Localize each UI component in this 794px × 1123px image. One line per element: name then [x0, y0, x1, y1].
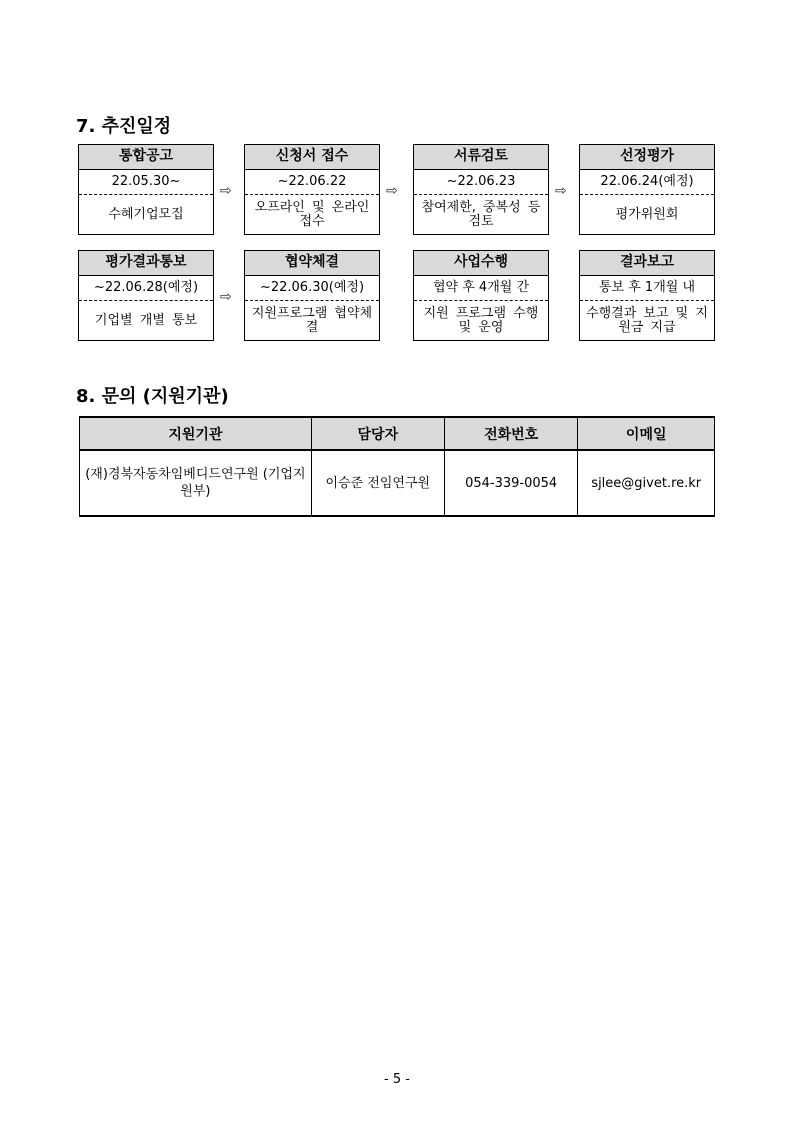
schedule-box-announcement: [78, 144, 214, 235]
schedule-step-desc: 평가위원회: [615, 207, 679, 222]
schedule-step-desc: 수혜기업모집: [108, 207, 184, 222]
schedule-box-execution: [413, 250, 549, 341]
section-7-title: 7. 추진일정: [76, 116, 172, 137]
arrow-right-icon: ⇨: [386, 183, 398, 199]
schedule-step-date: ~22.06.22: [245, 170, 379, 195]
contact-table: [79, 416, 715, 517]
phone-cell: 054-339-0054: [444, 450, 578, 516]
schedule-step-name: 통합공고: [79, 145, 213, 170]
arrow-right-icon: ⇨: [220, 183, 232, 199]
column-header: 담당자: [311, 417, 444, 450]
schedule-step-name: 사업수행: [414, 251, 548, 276]
schedule-step-desc: 수행결과 보고 및 지원금 지급: [586, 306, 708, 335]
schedule-step-name: 협약체결: [245, 251, 379, 276]
column-header: 전화번호: [444, 417, 578, 450]
schedule-step-name: 서류검토: [414, 145, 548, 170]
schedule-step-date: ~22.06.30(예정): [245, 276, 379, 301]
arrow-right-icon: ⇨: [555, 183, 567, 199]
column-header: 지원기관: [80, 417, 312, 450]
arrow-right-icon: ⇨: [220, 289, 232, 305]
schedule-step-name: 평가결과통보: [79, 251, 213, 276]
schedule-step-date: ~22.06.28(예정): [79, 276, 213, 301]
schedule-box-document-review: [413, 144, 549, 235]
schedule-step-name: 선정평가: [580, 145, 714, 170]
schedule-step-desc: 기업별 개별 통보: [94, 313, 198, 328]
schedule-step-desc: 오프라인 및 온라인 접수: [254, 200, 370, 229]
schedule-step-desc: 지원프로그램 협약체결: [251, 306, 373, 335]
schedule-step-date: ~22.06.23: [414, 170, 548, 195]
schedule-step-date: 협약 후 4개월 간: [414, 276, 548, 301]
section-8-title: 8. 문의 (지원기관): [76, 386, 229, 407]
schedule-step-desc: 지원 프로그램 수행 및 운영: [423, 306, 539, 335]
schedule-box-agreement: [244, 250, 380, 341]
schedule-step-date: 통보 후 1개월 내: [580, 276, 714, 301]
schedule-box-final-report: [579, 250, 715, 341]
page-number: - 5 -: [384, 1072, 410, 1087]
table-header-row: [80, 417, 715, 450]
person-cell: 이승준 전임연구원: [311, 450, 444, 516]
column-header: 이메일: [578, 417, 715, 450]
schedule-step-name: 신청서 접수: [245, 145, 379, 170]
schedule-box-application: [244, 144, 380, 235]
schedule-step-date: 22.06.24(예정): [580, 170, 714, 195]
schedule-step-date: 22.05.30~: [79, 170, 213, 195]
schedule-box-result-notice: [78, 250, 214, 341]
schedule-step-name: 결과보고: [580, 251, 714, 276]
table-row: [80, 450, 715, 516]
email-cell[interactable]: sjlee@givet.re.kr: [578, 450, 715, 516]
schedule-step-desc: 참여제한, 중복성 등 검토: [421, 200, 541, 229]
org-cell: (재)경북자동차임베디드연구원 (기업지원부): [80, 450, 312, 516]
schedule-box-selection: [579, 144, 715, 235]
